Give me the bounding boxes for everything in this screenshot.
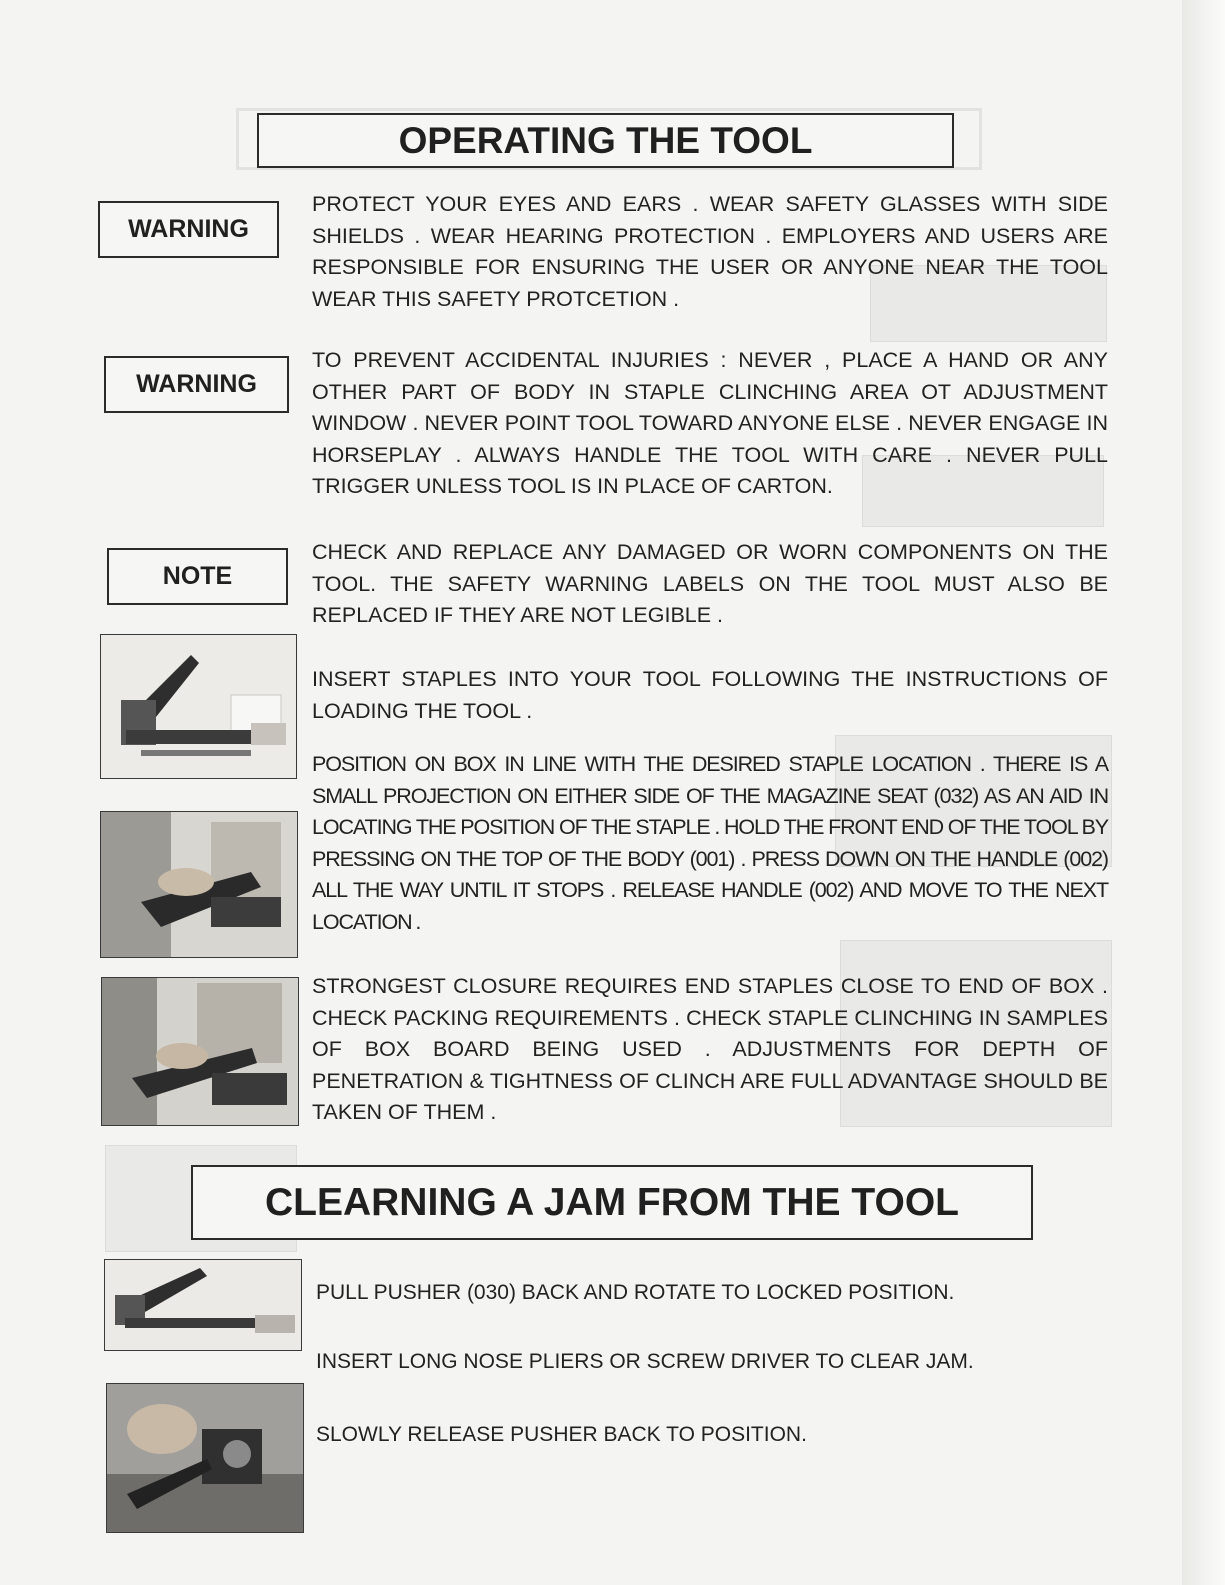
paragraph-prevent-injuries: TO PREVENT ACCIDENTAL INJURIES : NEVER , PLACE A HAND OR ANY OTHER PART OF BODY IN STAPLE CLINCHING AREA OT ADJUSTMENT WINDOW . NEVER POINT TOOL TOWARD ANYONE ELSE . NEVER ENGAGE IN HORSEPLAY . ALWAYS HANDLE THE TOOL WITH CARE . NEVER PULL TRIGGER UNLESS TOOL IS IN PLACE OF CARTON. bbox=[312, 348, 1108, 499]
paragraph-position-box: POSITION ON BOX IN LINE WITH THE DESIRED STAPLE LOCATION . THERE IS A SMALL PROJECTION ON EITHER SIDE OF THE MAGAZINE SEAT (032) AS AN AID IN LOCATING THE POSITION OF THE STAPLE . HOLD THE FRONT END OF THE TOOL BY PRESSING ON THE TOP OF THE BODY (001) . PRESS DOWN ON THE HANDLE (002) ALL THE WAY UNTIL IT STOPS . RELEASE HANDLE (002) AND MOVE TO THE NEXT LOCATION . bbox=[312, 752, 1108, 934]
step-insert-pliers: INSERT LONG NOSE PLIERS OR SCREW DRIVER TO CLEAR JAM. bbox=[316, 1350, 974, 1373]
section-title-operating-text: OPERATING THE TOOL bbox=[398, 119, 813, 161]
note-label bbox=[107, 548, 288, 605]
note-label-text: NOTE bbox=[162, 562, 233, 590]
step-release-pusher: SLOWLY RELEASE PUSHER BACK TO POSITION. bbox=[316, 1423, 807, 1446]
clearing-jam-photo bbox=[106, 1383, 304, 1533]
paragraph-insert-staples: INSERT STAPLES INTO YOUR TOOL FOLLOWING THE INSTRUCTIONS OF LOADING THE TOOL . bbox=[312, 667, 1108, 723]
stapler-closing-box-photo bbox=[101, 977, 299, 1126]
warning-label-1 bbox=[98, 201, 279, 258]
paragraph-eyes-ears: PROTECT YOUR EYES AND EARS . WEAR SAFETY GLASSES WITH SIDE SHIELDS . WEAR HEARING PROTECTION . EMPLOYERS AND USERS ARE RESPONSIBLE FOR ENSURING THE USER OR ANYONE NEAR THE TOOL WEAR THIS SAFETY PROTCETION . bbox=[312, 192, 1108, 311]
stapler-on-box-photo bbox=[100, 811, 298, 958]
section-title-operating bbox=[257, 113, 954, 168]
step-pull-pusher: PULL PUSHER (030) BACK AND ROTATE TO LOCKED POSITION. bbox=[316, 1281, 955, 1304]
stapler-tool-photo bbox=[100, 634, 297, 779]
section-title-clearing-jam bbox=[191, 1165, 1033, 1240]
pusher-tool-photo bbox=[104, 1259, 302, 1351]
section-title-clearing-jam-text: CLEARNING A JAM FROM THE TOOL bbox=[264, 1180, 960, 1224]
page-edge bbox=[1182, 0, 1225, 1585]
paragraph-check-replace: CHECK AND REPLACE ANY DAMAGED OR WORN COMPONENTS ON THE TOOL. THE SAFETY WARNING LABELS ON THE TOOL MUST ALSO BE REPLACED IF THEY ARE NOT LEGIBLE . bbox=[312, 540, 1108, 628]
paragraph-strongest-closure: STRONGEST CLOSURE REQUIRES END STAPLES CLOSE TO END OF BOX . CHECK PACKING REQUIREMENTS . CHECK STAPLE CLINCHING IN SAMPLES OF BOX BOARD BEING USED . ADJUSTMENTS FOR DEPTH OF PENETRATION & TIGHTNESS OF CLINCH ARE FULL ADVANTAGE SHOULD BE TAKEN OF THEM . bbox=[312, 974, 1108, 1125]
warning-label-2 bbox=[104, 356, 289, 413]
warning-label-2-text: WARNING bbox=[136, 370, 257, 398]
warning-label-1-text: WARNING bbox=[128, 215, 249, 243]
